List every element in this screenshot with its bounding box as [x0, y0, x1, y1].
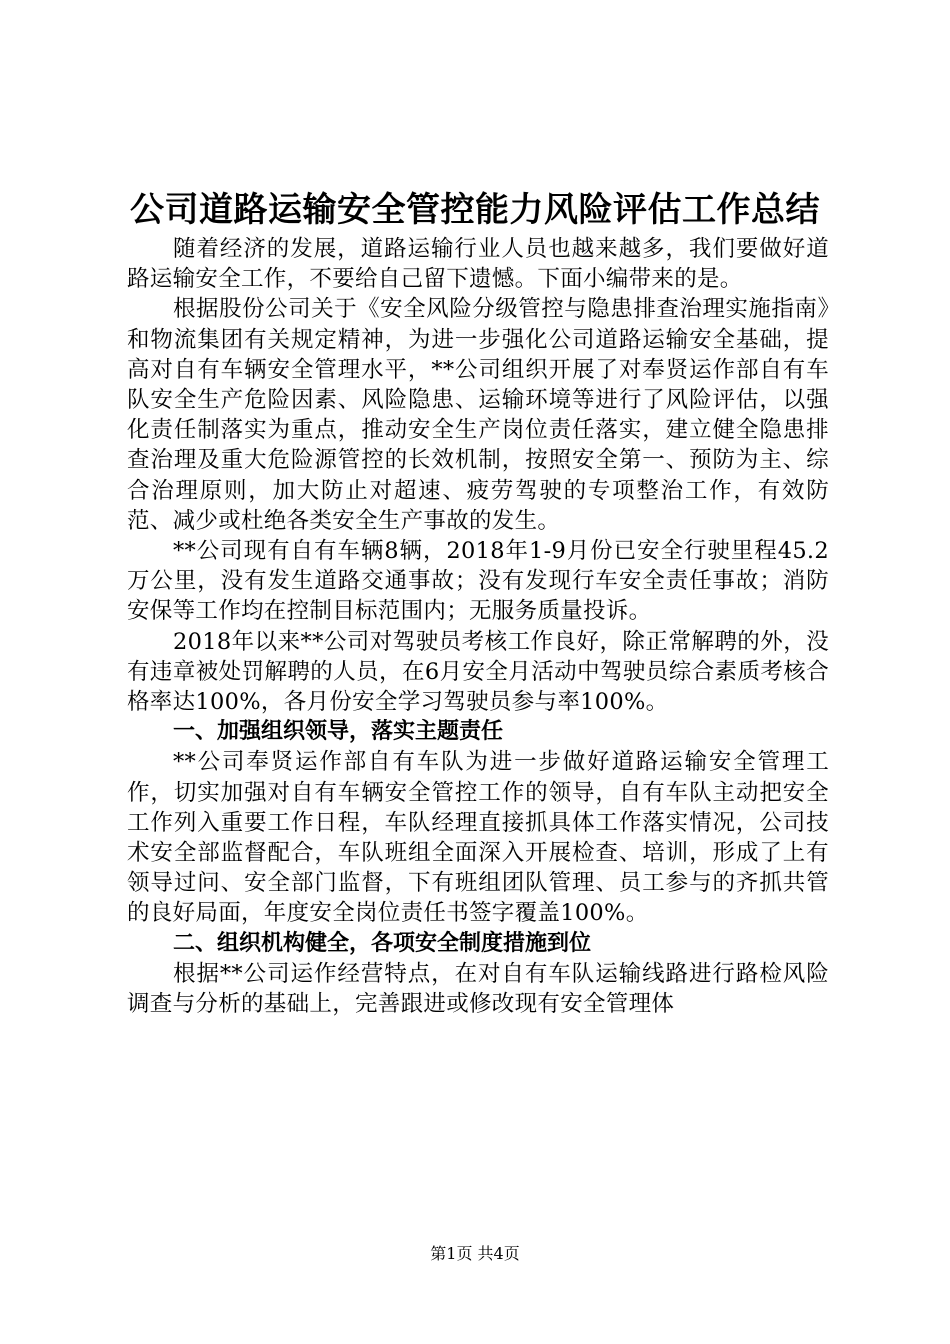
paragraph: 2018年以来**公司对驾驶员考核工作良好，除正常解聘的外，没有违章被处罚解聘的人员，在6月安全月活动中驾驶员综合素质考核合格率达100%，各月份安全学习驾驶员参与率100%。 — [127, 628, 829, 716]
page-footer: 第1页 共4页 — [430, 1244, 520, 1263]
paragraph: 根据**公司运作经营特点，在对自有车队运输线路进行路检风险调查与分析的基础上，完善跟进或修改现有安全管理体 — [127, 960, 829, 1018]
paragraph: **公司奉贤运作部自有车队为进一步做好道路运输安全管理工作，切实加强对自有车辆安全管控工作的领导，自有车队主动把安全工作列入重要工作日程，车队经理直接抓具体工作落实情况，公司技术安全部监督配合，车队班组全面深入开展检查、培训，形成了上有领导过问、安全部门监督，下有班组团队管理、员工参与的齐抓共管的良好局面，年度安全岗位责任书签字覆盖100%。 — [127, 749, 829, 927]
paragraph: 根据股份公司关于《安全风险分级管控与隐患排查治理实施指南》和物流集团有关规定精神，为进一步强化公司道路运输安全基础，提高对自有车辆安全管理水平，**公司组织开展了对奉贤运作部自有车队安全生产危险因素、风险隐患、运输环境等进行了风险评估，以强化责任制落实为重点，推动安全生产岗位责任落实，建立健全隐患排查治理及重大危险源管控的长效机制，按照安全第一、预防为主、综合治理原则，加大防止对超速、疲劳驾驶的专项整治工作，有效防范、减少或杜绝各类安全生产事故的发生。 — [127, 296, 829, 534]
section-heading: 二、组织机构健全，各项安全制度措施到位 — [173, 930, 592, 956]
paragraph: 随着经济的发展，道路运输行业人员也越来越多，我们要做好道路运输安全工作，不要给自己留下遗憾。下面小编带来的是。 — [127, 236, 829, 293]
document-title: 公司道路运输安全管控能力风险评估工作总结 — [130, 190, 820, 230]
document-body — [127, 234, 829, 1019]
section-heading: 一、加强组织领导，落实主题责任 — [173, 719, 504, 745]
paragraph: **公司现有自有车辆8辆，2018年1-9月份已安全行驶里程45.2万公里，没有发生道路交通事故；没有发现行车安全责任事故；消防安保等工作均在控制目标范围内；无服务质量投诉。 — [127, 538, 829, 625]
